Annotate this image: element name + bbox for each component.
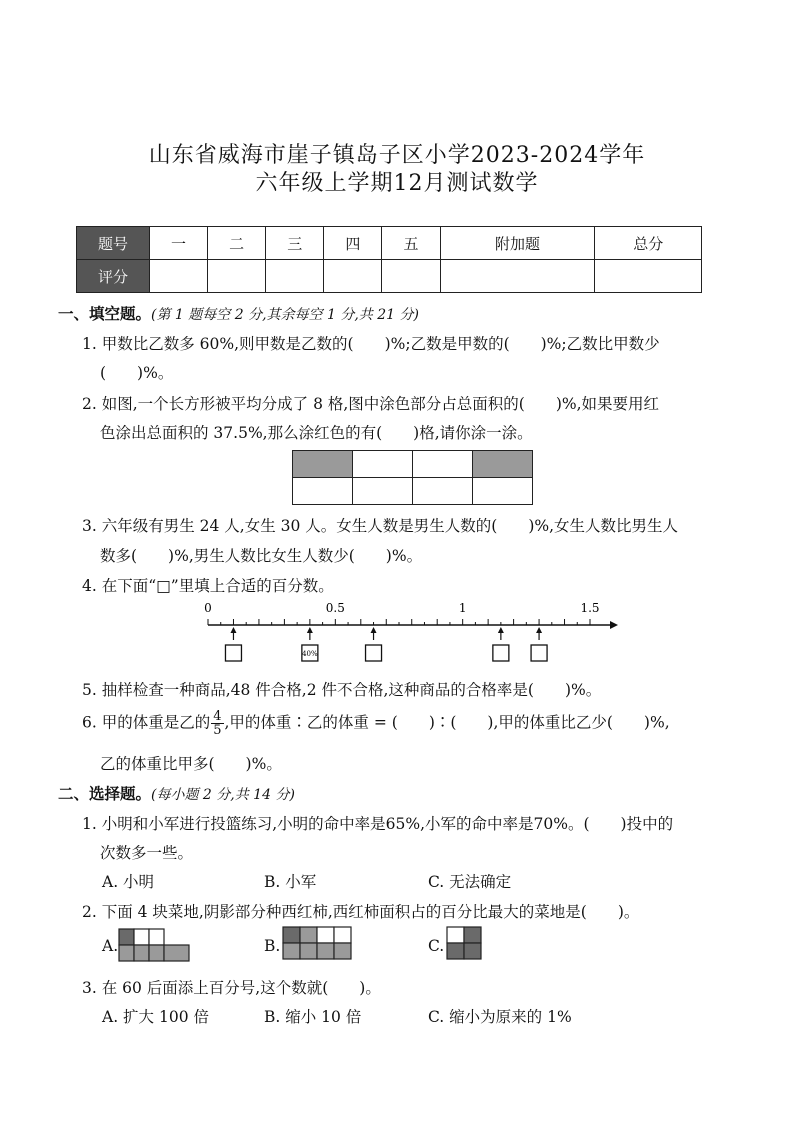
s2-q1-option-a[interactable]: A. 小明: [102, 873, 155, 891]
fraction-denominator: 5: [213, 723, 222, 738]
score-row-label: 评分: [77, 260, 150, 293]
section2-title: 二、选择题。: [58, 784, 152, 803]
number-line-arrowhead-up: [536, 627, 542, 633]
number-line-answer-box[interactable]: [225, 645, 241, 661]
number-line-arrowhead-up: [371, 627, 377, 633]
score-input-row: [77, 260, 702, 293]
s2-q3-option-a[interactable]: A. 扩大 100 倍: [102, 1008, 209, 1026]
s1-q4: 4. 在下面“□”里填上合适的百分数。: [82, 577, 334, 595]
s2-q2-option-b[interactable]: B.: [264, 937, 281, 955]
number-line-arrowhead-up: [230, 627, 236, 633]
number-line-label: 1.5: [580, 601, 600, 615]
score-header-row: [77, 227, 702, 260]
score-cell[interactable]: [382, 260, 440, 293]
score-header-cell: 二: [208, 227, 266, 260]
score-cell[interactable]: [440, 260, 595, 293]
number-line-answer-box[interactable]: [493, 645, 509, 661]
s2-q2-option-a[interactable]: A.: [102, 937, 119, 955]
number-line-label: 0.5: [325, 601, 345, 615]
score-table: [76, 226, 702, 293]
number-line-answer-box[interactable]: [366, 645, 382, 661]
s1-q6-line2: 乙的体重比甲多( )%。: [100, 755, 282, 773]
number-line-arrowhead-up: [307, 627, 313, 633]
s2-q3: 3. 在 60 后面添上百分号,这个数就( )。: [82, 979, 381, 997]
section1-title: 一、填空题。: [58, 304, 152, 323]
s1-q1-line1: 1. 甲数比乙数多 60%,则甲数是乙数的( )%;乙数是甲数的( )%;乙数比甲数少: [82, 335, 660, 353]
score-cell[interactable]: [150, 260, 208, 293]
s1-q2-line1: 2. 如图,一个长方形被平均分成了 8 格,图中涂色部分占总面积的( )%,如果要用红: [82, 395, 660, 413]
garden-b-figure[interactable]: [282, 926, 354, 962]
score-cell[interactable]: [208, 260, 266, 293]
title-line-1: 山东省威海市崖子镇岛子区小学2023-2024学年: [148, 143, 646, 168]
s2-q1-line2: 次数多一些。: [100, 844, 194, 862]
grid-cell[interactable]: [473, 478, 533, 505]
number-line-arrowhead: [610, 621, 618, 629]
grid-cell[interactable]: [413, 451, 473, 478]
score-header-cell: 四: [324, 227, 382, 260]
grid-cell[interactable]: [293, 478, 353, 505]
s2-q1-option-b[interactable]: B. 小军: [264, 873, 317, 891]
score-cell[interactable]: [595, 260, 702, 293]
number-line-labels: [204, 601, 599, 615]
grid-cell[interactable]: [353, 451, 413, 478]
q6-text-a: 6. 甲的体重是乙的: [82, 713, 211, 732]
number-line-arrowhead-up: [498, 627, 504, 633]
score-header-cell: 五: [382, 227, 440, 260]
rectangle-8-grid[interactable]: [292, 450, 533, 505]
score-header-cell: 附加题: [440, 227, 595, 260]
fraction-four-fifths: [211, 710, 223, 737]
s1-q2-line2: 色涂出总面积的 37.5%,那么涂红色的有( )格,请你涂一涂。: [100, 424, 533, 442]
number-line: [190, 598, 630, 668]
section2-heading: [58, 782, 295, 804]
given-percent-label: 40%: [302, 650, 318, 658]
s2-q1-option-c[interactable]: C. 无法确定: [428, 873, 512, 891]
grid-cell-shaded[interactable]: [473, 451, 533, 478]
s2-q3-option-b[interactable]: B. 缩小 10 倍: [264, 1008, 362, 1026]
score-cell[interactable]: [266, 260, 324, 293]
garden-c-figure[interactable]: [446, 926, 486, 962]
s1-q1-line2: ( )%。: [100, 364, 174, 382]
garden-a-figure[interactable]: [118, 928, 192, 964]
fraction-numerator: 4: [213, 709, 222, 724]
s2-q3-option-c[interactable]: C. 缩小为原来的 1%: [428, 1008, 572, 1026]
grid-cell-shaded[interactable]: [293, 451, 353, 478]
s1-q3-line1: 3. 六年级有男生 24 人,女生 30 人。女生人数是男生人数的( )%,女生人数比男生人: [82, 517, 679, 535]
grid-cell[interactable]: [353, 478, 413, 505]
s2-q2-option-c[interactable]: C.: [428, 937, 445, 955]
score-header-cell: 一: [150, 227, 208, 260]
q6-text-b: ,甲的体重∶乙的体重 = ( )∶( ),甲的体重比乙少( )%,: [224, 713, 670, 732]
s1-q3-line2: 数多( )%,男生人数比女生人数少( )%。: [100, 547, 423, 565]
score-header-cell: 三: [266, 227, 324, 260]
s2-q2: 2. 下面 4 块菜地,阴影部分种西红柿,西红柿面积占的百分比最大的菜地是( )。: [82, 903, 640, 921]
s2-q1-line1: 1. 小明和小军进行投篮练习,小明的命中率是65%,小军的命中率是70%。( )投中的: [82, 815, 674, 833]
s1-q5: 5. 抽样检查一种商品,48 件合格,2 件不合格,这种商品的合格率是( )%。: [82, 681, 602, 699]
number-line-label: 1: [458, 601, 467, 615]
section2-note: (每小题 2 分,共 14 分): [151, 787, 295, 803]
number-line-answer-box[interactable]: [531, 645, 547, 661]
score-cell[interactable]: [324, 260, 382, 293]
score-header-cell: 总分: [595, 227, 702, 260]
number-line-marks: [225, 627, 547, 661]
grid-cell[interactable]: [413, 478, 473, 505]
section1-heading: [58, 302, 419, 324]
s1-q6-line1: [82, 710, 670, 737]
section1-note: (第 1 题每空 2 分,其余每空 1 分,共 21 分): [151, 307, 419, 323]
number-line-ticks: [208, 619, 590, 625]
score-header-cell: 题号: [77, 227, 150, 260]
number-line-label: 0: [204, 601, 212, 615]
title-line-2: 六年级上学期12月测试数学: [255, 171, 539, 196]
